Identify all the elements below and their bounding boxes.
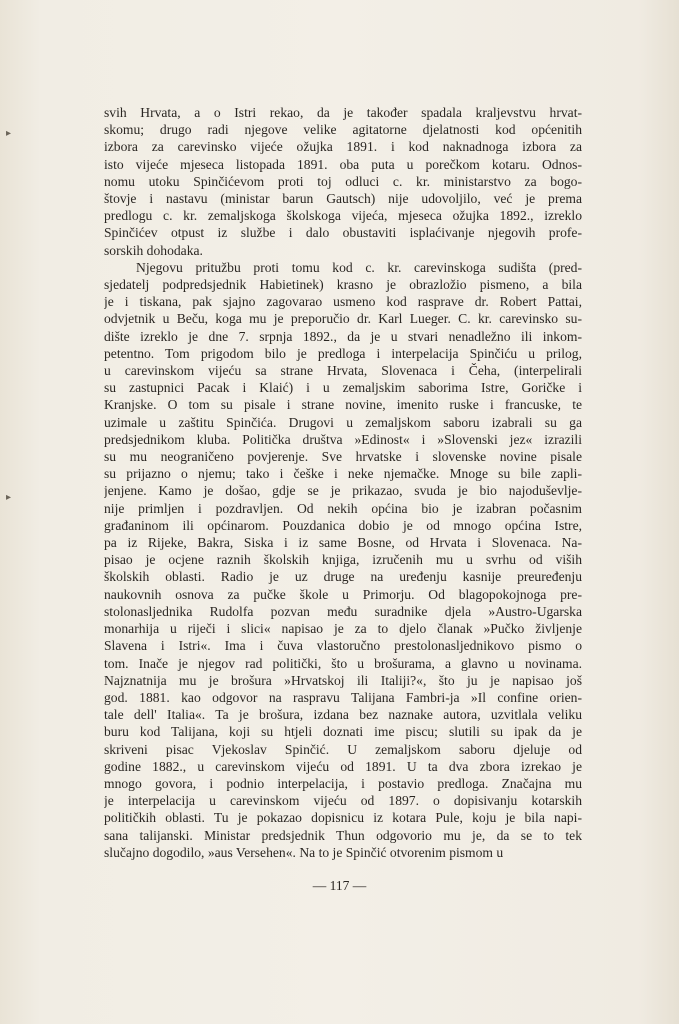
text-line: slučajno dogodilo, »aus Versehen«. Na to je Spinčić otvorenim pismom u [104,844,504,860]
text-line: tom. Inače je njegov rad politički, što u brošurama, a glavno u novinama. [104,655,582,671]
text-line: su mu neograničeno povjerenje. Sve hrvatske i slovenske novine pisale [104,449,582,465]
text-line: sana talijanski. Ministar predsjednik Thun odgovorio mu je, da se to tek [104,827,582,843]
text-line: Najznatnija mu je brošura »Hrvatskoj ili Italiji?«, što ju je napisao još [104,672,582,688]
text-line: predsjednikom kluba. Politička društva »Edinost« i »Slovenski jez« izrazili [104,431,582,447]
text-line: dište izreklo je dne 7. srpnja 1892., da je u stvari nenadležno ili inkom- [104,328,582,344]
text-line: tale dell' Italia«. Ta je brošura, izdana bez naznake autora, uzvitlala veliku [104,707,582,723]
text-line: pisao je ocjene raznih školskih knjiga, izručenih mu u svrhu od viših [104,552,582,568]
text-line: štovje i nastavu (ministar barun Gautsch) nije udovoljilo, već je prema [104,191,582,207]
paragraph [104,259,582,861]
text-line: skomu; drugo radi njegove velike agitatorne djelatnosti kod općenitih [104,122,582,138]
text-line: jenjene. Kamo je došao, gdje se je prikazao, svuda je bio najoduševlje- [104,483,582,499]
text-line: su prijazno o njemu; tako i češke i neke njemačke. Mnoge su bile zapli- [104,466,582,482]
text-line: Njegovu pritužbu proti tomu kod c. kr. carevinskoga sudišta (pred- [136,259,582,275]
text-line: je i tiskana, pak sjajno zagovarao usmeno kod rasprave dr. Robert Pattai, [104,294,582,310]
text-line: Spinčićev otpust iz službe i dalo obustaviti isplaćivanje njegovih profe- [104,225,582,241]
text-line: školskih oblasti. Radio je uz druge na uređenju kasnije preuređenju [104,569,582,585]
text-line: političkih oblasti. Tu je pokazao dopisnicu iz kotara Pule, koju je bila napi- [104,810,582,826]
margin-mark: ▸ [6,128,12,139]
text-line: građaninom ili općinarom. Pouzdanica dobio je od mnogo općina Istre, [104,517,582,533]
text-line: odvjetnik u Beču, koga mu je preporučio dr. Karl Lueger. C. kr. carevinsko su- [104,311,582,327]
text-line: izbora za carevinsko vijeće ožujka 1891. i kod naknadnoga izbora za [104,139,582,155]
text-line: predlogu c. kr. zemaljskoga školskoga vijeća, mjeseca ožujka 1892., izreklo [104,208,582,224]
text-line: petentno. Tom prigodom bilo je predloga i interpelacija Spinčiću u prilog, [104,345,582,361]
text-line: Kranjske. O tom su pisale i strane novine, imenito ruske i francuske, te [104,397,582,413]
text-line: sorskih dohodaka. [104,242,203,258]
text-line: buru kod Talijana, koji su htjeli doznati ime piscu; slutili su ipak da je [104,724,582,740]
text-line: sjedatelj podpredsjednik Habietinek) krasno je obrazložio pismeno, a bila [104,277,582,293]
text-line: pa iz Rijeke, Bakra, Siska i iz same Bosne, od Hrvata i Slovenaca. Na- [104,535,582,551]
text-line: su zastupnici Pacak i Klaić) i u zemaljskim saborima Istre, Goričke i [104,380,582,396]
text-line: monarhija u riječi i slici« napisao je za to djelo članak »Pučko življenje [104,621,582,637]
text-line: godine 1882., u carevinskom vijeću od 1891. U ta dva zbora izrekao je [104,758,582,774]
text-line: stolonasljednika Rudolfa pozvan među suradnike djela »Austro-Ugarska [104,603,582,619]
text-line: Slavena i Istri«. Ima i čuva vlastoručno prestolonasljednikovo pismo o [104,638,582,654]
text-line: isto vijeće mjeseca listopada 1891. oba puta u porečkom kotaru. Odnos- [104,156,582,172]
paragraph [104,104,582,259]
text-line: naukovnih osnova za pučke škole u Primorju. Od blagopokojnoga pre- [104,586,582,602]
text-line: svih Hrvata, a o Istri rekao, da je također spadala kraljevstvu hrvat- [104,105,582,120]
text-line: nije primljen i pozdravljen. Od nekih općina bio je izabran počasnim [104,500,582,516]
text-line: mnogo govora, i podnio interpelacija, i postavio predloga. Značajna mu [104,775,582,791]
page-number: — 117 — [312,878,367,893]
text-line: god. 1881. kao odgovor na raspravu Talijana Fambri-ja »Il confine orien- [104,689,582,705]
text-line: uzimale u zaštitu Spinčića. Drugovi u zemaljskom saboru izabrali su ga [104,414,582,430]
text-line: u carevinskom vijeću sa strane Hrvata, Slovenaca i Čeha, (interpelirali [104,363,582,379]
text-line: skriveni pisac Vjekoslav Spinčić. U zemaljskom saboru djeluje od [104,741,582,757]
body-text [104,104,582,861]
text-line: je interpelacija u carevinskom vijeću od 1897. o dopisivanju kotarskih [104,793,582,809]
text-line: nomu utoku Spinčićevom proti toj odluci c. kr. ministarstvo za bogo- [104,173,582,189]
margin-mark: ▸ [6,492,12,503]
